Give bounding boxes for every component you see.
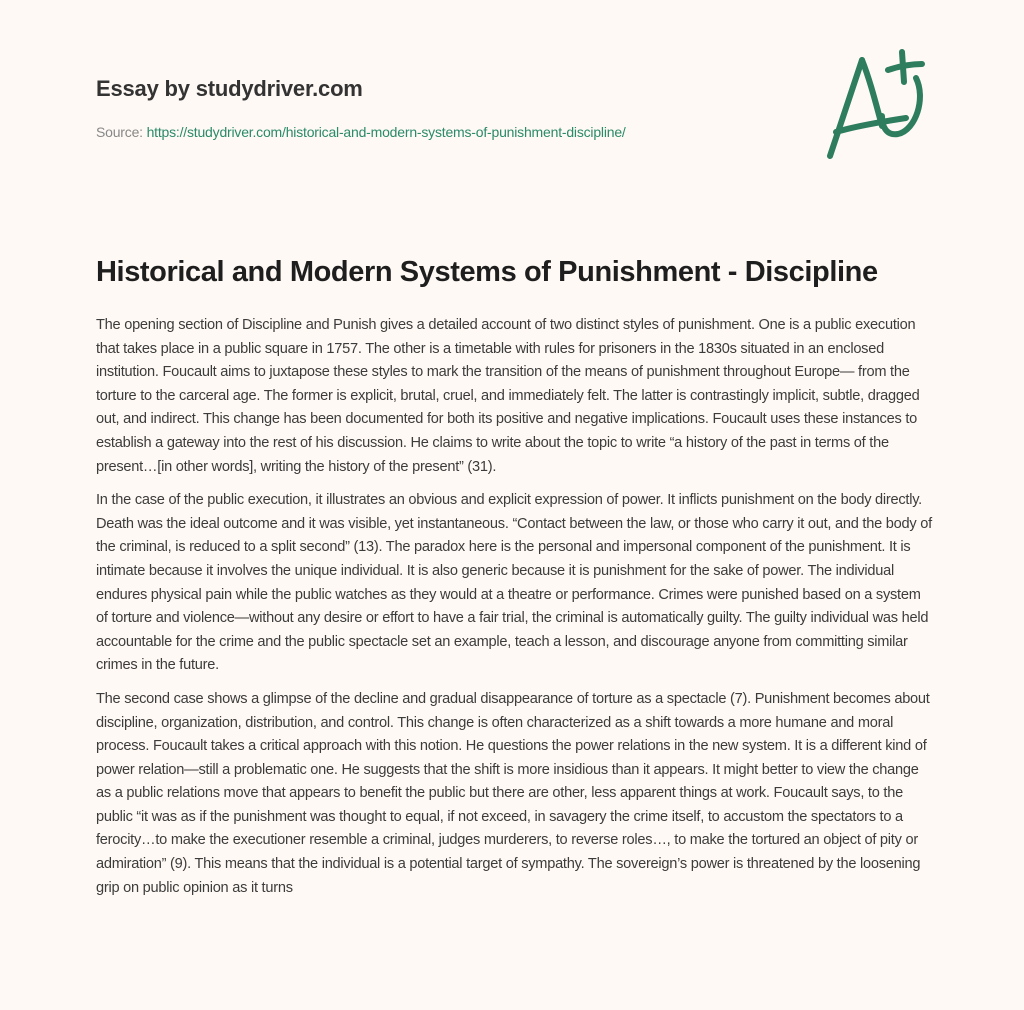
article-body — [96, 314, 932, 910]
paragraph-1: The opening section of Discipline and Punish gives a detailed account of two distinct styles of punishment. One is a public execution that takes place in a public square in 1757. The other is a timetable with rules for prisoners in the 1830s situated in an enclosed institution. Foucault aims to juxtapose these styles to mark the transition of the means of punishment throughout Europe— from the torture to the carceral age. The former is explicit, brutal, cruel, and immediately felt. The latter is contrastingly implicit, subtle, dragged out, and indirect. This change has been documented for both its positive and negative implications. Foucault uses these instances to establish a gateway into the rest of his discussion. He claims to write about the topic to write “a history of the past in terms of the present…[in other words], writing the history of the present” (31). — [96, 317, 920, 475]
source-link[interactable]: https://studydriver.com/historical-and-modern-systems-of-punishment-discipline/ — [146, 124, 626, 140]
source-label: Source: — [96, 124, 143, 140]
paragraph-2: In the case of the public execution, it illustrates an obvious and explicit expression of power. It inflicts punishment on the body directly. Death was the ideal outcome and it was visible, yet instantaneous. “Contact between the law, or those who carry it out, and the body of the criminal, is reduced to a split second” (13). The paradox here is the personal and impersonal component of the punishment. It is intimate because it involves the unique individual. It is also generic because it is punishment for the sake of power. The individual endures physical pain while the public watches as they would at a theatre or performance. Crimes were punished based on a system of torture and violence—without any desire or effort to have a fair trial, the criminal is automatically guilty. The guilty individual was held accountable for the crime and the public spectacle set an example, teach a lesson, and discourage anyone from committing similar crimes in the future. — [96, 492, 932, 674]
source-line — [96, 124, 626, 140]
page-title: Historical and Modern Systems of Punishment - Discipline — [96, 256, 878, 288]
a-plus-grade-icon — [820, 40, 940, 170]
site-header — [96, 76, 363, 102]
site-title: Essay by studydriver.com — [96, 76, 363, 101]
paragraph-3: The second case shows a glimpse of the decline and gradual disappearance of torture as a spectacle (7). Punishment becomes about discipline, organization, distribution, and control. This change is often characterized as a shift towards a more humane and moral process. Foucault takes a critical approach with this notion. He questions the power relations in the new system. It is a different kind of power relation—still a problematic one. He suggests that the shift is more insidious than it appears. It might better to view the change as a public relations move that appears to benefit the public but there are other, less apparent things at work. Foucault says, to the public “it was as if the punishment was thought to equal, if not exceed, in savagery the crime itself, to accustom the spectators to a ferocity…to make the executioner resemble a criminal, judges murderers, to reverse roles…, to make the tortured an object of pity or admiration” (9). This means that the individual is a potential target of sympathy. The sovereign’s power is threatened by the loosening grip on public opinion as it turns — [96, 690, 930, 896]
